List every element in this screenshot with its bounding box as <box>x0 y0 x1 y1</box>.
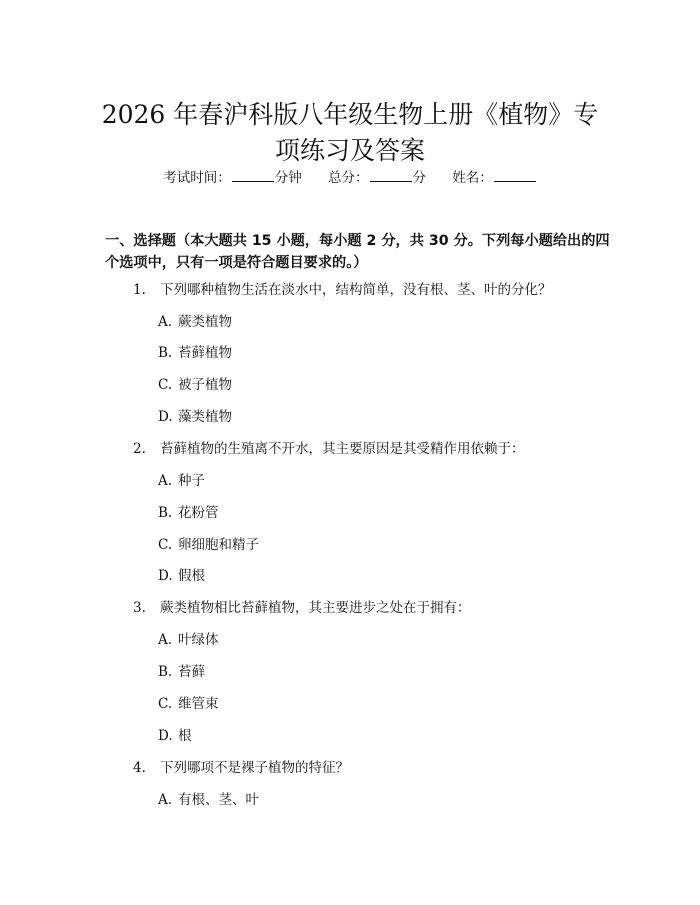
total-score-field <box>328 168 426 188</box>
option-letter: C. <box>158 696 173 712</box>
total-score-blank <box>370 168 412 182</box>
question-number: 2. <box>133 441 146 457</box>
option-letter: D. <box>158 409 173 425</box>
option-letter: C. <box>158 537 173 553</box>
option-text: 种子 <box>178 473 205 489</box>
question-1-option-b <box>158 343 232 363</box>
option-text: 苔藓植物 <box>178 345 232 361</box>
option-text: 苔藓 <box>178 664 205 680</box>
question-1-option-d <box>158 407 232 427</box>
question-1-option-c <box>158 375 232 395</box>
question-2-option-d <box>158 566 205 586</box>
title-line-1: 2026 年春沪科版八年级生物上册《植物》专 <box>101 99 599 129</box>
student-name-label: 姓名： <box>452 170 493 186</box>
student-name-field <box>452 168 537 188</box>
title-line-2: 项练习及答案 <box>274 135 425 165</box>
total-score-unit: 分 <box>412 170 426 186</box>
question-text: 蕨类植物相比苔藓植物，其主要进步之处在于拥有： <box>160 600 471 616</box>
exam-time-unit: 分钟 <box>274 170 302 186</box>
question-1 <box>133 280 552 300</box>
option-text: 被子植物 <box>178 377 232 393</box>
page-title <box>70 97 630 169</box>
option-text: 藻类植物 <box>178 409 232 425</box>
option-letter: B. <box>158 345 173 361</box>
question-number: 4. <box>133 760 146 776</box>
question-2-option-a <box>158 471 205 491</box>
question-3 <box>133 598 471 618</box>
option-text: 叶绿体 <box>178 632 219 648</box>
option-letter: C. <box>158 377 173 393</box>
option-text: 蕨类植物 <box>178 314 232 330</box>
question-3-option-d <box>158 726 192 746</box>
question-text: 苔藓植物的生殖离不开水，其主要原因是其受精作用依赖于： <box>160 441 525 457</box>
exam-info-row <box>0 168 700 188</box>
question-number: 1. <box>133 282 146 298</box>
question-4-option-a <box>158 790 259 810</box>
option-text: 有根、茎、叶 <box>178 792 259 808</box>
option-letter: D. <box>158 568 173 584</box>
option-text: 假根 <box>178 568 205 584</box>
option-letter: A. <box>158 632 173 648</box>
question-2 <box>133 439 525 459</box>
option-text: 卵细胞和精子 <box>178 537 259 553</box>
question-3-option-c <box>158 694 219 714</box>
option-text: 根 <box>178 728 192 744</box>
question-number: 3. <box>133 600 146 616</box>
option-text: 花粉管 <box>178 505 219 521</box>
exam-time-field <box>163 168 302 188</box>
question-3-option-b <box>158 662 205 682</box>
exam-time-label: 考试时间： <box>163 170 231 186</box>
question-4 <box>133 758 349 778</box>
student-name-blank <box>494 168 536 182</box>
option-letter: A. <box>158 473 173 489</box>
multiple-choice-section-heading: 一、选择题（本大题共 15 小题，每小题 2 分，共 30 分。下列每小题给出的四个选项中，只有一项是符合题目要求的。） <box>105 233 610 271</box>
option-letter: B. <box>158 664 173 680</box>
exam-time-blank <box>232 168 274 182</box>
total-score-label: 总分： <box>328 170 369 186</box>
question-1-option-a <box>158 312 232 332</box>
question-text: 下列哪种植物生活在淡水中，结构简单，没有根、茎、叶的分化？ <box>160 282 552 298</box>
option-text: 维管束 <box>178 696 219 712</box>
question-text: 下列哪项不是裸子植物的特征？ <box>160 760 349 776</box>
question-2-option-c <box>158 535 259 555</box>
option-letter: D. <box>158 728 173 744</box>
question-3-option-a <box>158 630 219 650</box>
option-letter: A. <box>158 792 173 808</box>
option-letter: B. <box>158 505 173 521</box>
option-letter: A. <box>158 314 173 330</box>
question-2-option-b <box>158 503 219 523</box>
